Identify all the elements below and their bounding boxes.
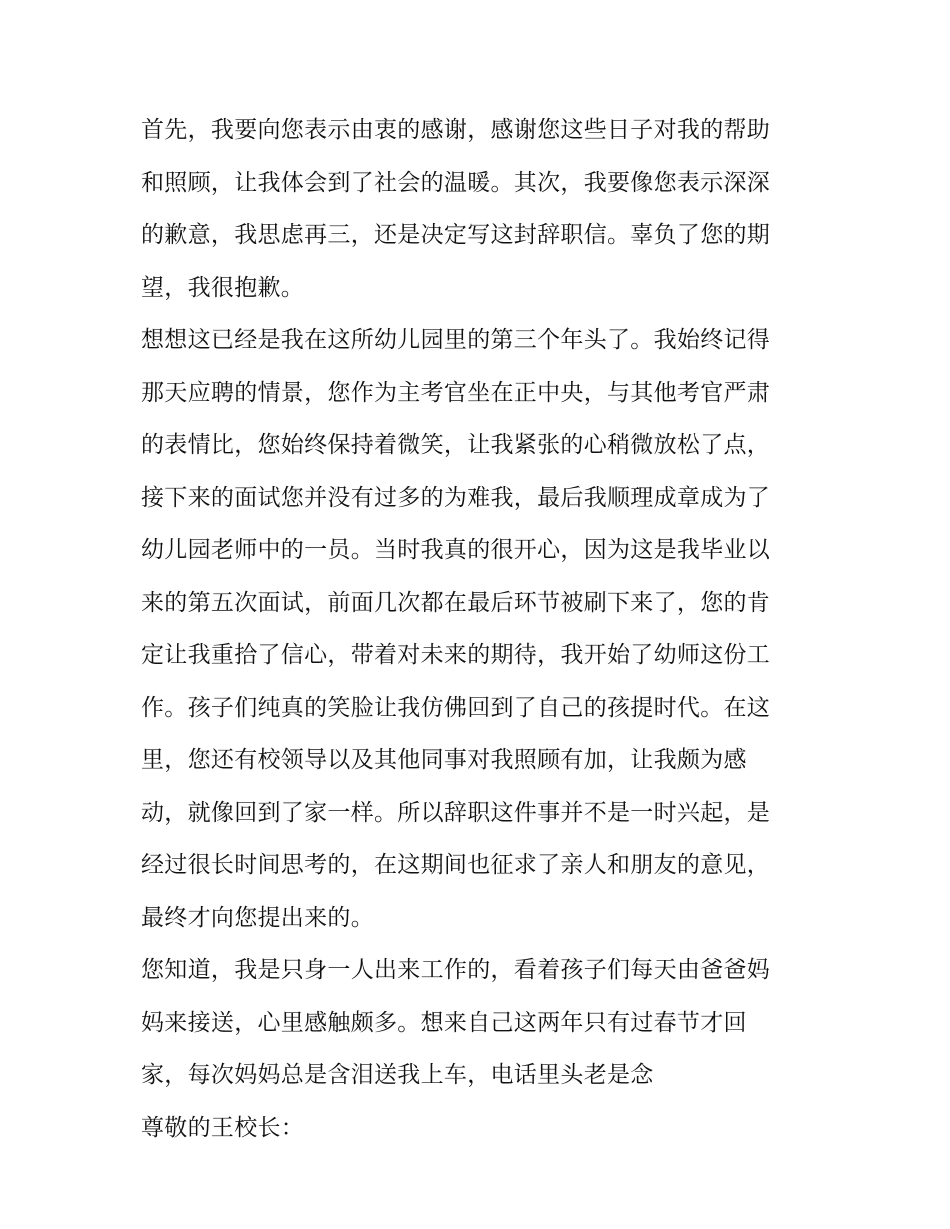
text-line: 望，我很抱歉。 bbox=[141, 274, 305, 301]
text-line: 家，每次妈妈总是含泪送我上车，电话里头老是念 bbox=[141, 1062, 654, 1088]
letter-body bbox=[141, 104, 821, 1154]
text-line: 最终才向您提出来的。 bbox=[141, 904, 374, 931]
salutation-line: 尊敬的王校长： bbox=[141, 1114, 305, 1141]
text-line: 动，就像回到了家一样。所以辞职这件事并不是一时兴起，是 bbox=[141, 799, 771, 826]
text-line: 首先，我要向您表示由衷的感谢，感谢您这些日子对我的帮助 bbox=[141, 117, 771, 143]
text-line: 幼儿园老师中的一员。当时我真的很开心，因为这是我毕业以 bbox=[141, 537, 771, 563]
text-line: 经过很长时间思考的，在这期间也征求了亲人和朋友的意见， bbox=[141, 852, 771, 878]
text-line: 您知道，我是只身一人出来工作的，看着孩子们每天由爸爸妈 bbox=[141, 957, 771, 983]
text-line: 来的第五次面试，前面几次都在最后环节被刷下来了，您的肯 bbox=[141, 589, 771, 616]
text-line: 作。孩子们纯真的笑脸让我仿佛回到了自己的孩提时代。在这 bbox=[141, 694, 771, 721]
text-line: 的表情比，您始终保持着微笑，让我紧张的心稍微放松了点， bbox=[141, 432, 771, 458]
text-line: 想想这已经是我在这所幼儿园里的第三个年头了。我始终记得 bbox=[141, 327, 771, 353]
text-line: 的歉意，我思虑再三，还是决定写这封辞职信。辜负了您的期 bbox=[141, 222, 771, 248]
text-line: 和照顾，让我体会到了社会的温暖。其次，我要像您表示深深 bbox=[141, 169, 771, 196]
text-line: 妈来接送，心里感触颇多。想来自己这两年只有过春节才回 bbox=[141, 1009, 747, 1036]
text-line: 里，您还有校领导以及其他同事对我照顾有加，让我颇为感 bbox=[141, 747, 747, 773]
text-line: 那天应聘的情景，您作为主考官坐在正中央，与其他考官严肃 bbox=[141, 379, 771, 406]
text-line: 定让我重拾了信心，带着对未来的期待，我开始了幼师这份工 bbox=[141, 642, 771, 668]
text-line: 接下来的面试您并没有过多的为难我，最后我顺理成章成为了 bbox=[141, 484, 771, 511]
